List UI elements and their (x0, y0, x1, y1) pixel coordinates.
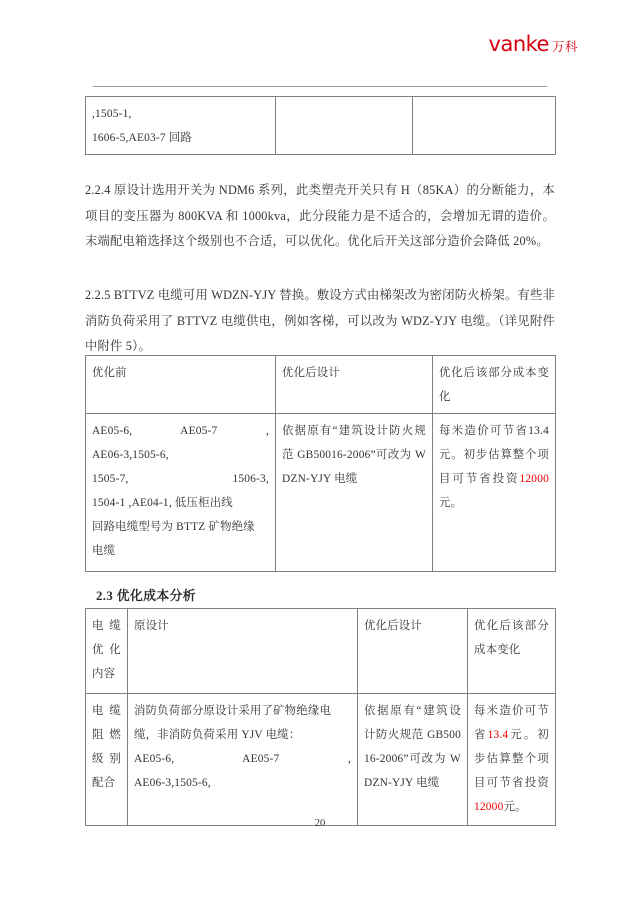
paragraph-2-2-5: 2.2.5 BTTVZ 电缆可用 WDZN-YJY 替换。敷设方式由梯架改为密闭防火桥架。有些非消防负荷采用了 BTTVZ 电缆供电，例如客梯，可以改为 WDZ-YJY 电缆。（详见附件中附件 5）。 (85, 288, 555, 353)
header-original-design: 原设计 (128, 609, 358, 694)
original-circuit-line-2: AE06-3,1505-6, (134, 777, 211, 789)
table-row (86, 694, 556, 826)
cell-before-design (86, 414, 276, 572)
vanke-logo (489, 32, 578, 56)
header-optimized-design: 优化后设计 (358, 609, 468, 694)
optimization-comparison-table (85, 355, 555, 572)
before-line-3: 1505-7, 1506-3, (92, 473, 269, 485)
table-header-row (86, 356, 556, 414)
page-header (0, 0, 640, 88)
cell-cost-change (433, 414, 556, 572)
cell-after-design: 依据原有“建筑设计防火规范 GB50016-2006”可改为 WDZN-YJY 电缆 (276, 414, 433, 572)
circuit-line-2: 1606-5,AE03-7 回路 (92, 132, 193, 144)
cost-prefix: 每米造价可节省 (439, 425, 529, 437)
cost-value-total: 12000 (474, 801, 504, 813)
cell-category: 电缆阻燃级别配合 (86, 694, 128, 826)
cell-empty-2 (413, 97, 556, 155)
header-cost-change: 优化后该部分成本变化 (433, 356, 556, 414)
cost-prefix: 每米造价可节省 (474, 705, 549, 741)
section-heading-container (96, 585, 196, 604)
before-line-5: 回路电缆型号为 BTTZ 矿物绝缘 (92, 521, 255, 533)
paragraph-2-2-5-container (85, 283, 555, 360)
cell-cost-change (468, 694, 556, 826)
before-line-2: AE06-3,1505-6, (92, 449, 169, 461)
circuit-reference-table (85, 96, 555, 155)
cost-value-per-meter: 13.4 (487, 729, 509, 741)
paragraph-2-2-4: 2.2.4 原设计选用开关为 NDM6 系列，此类塑壳开关只有 H（85KA）的分断能力，本项目的变压器为 800KVA 和 1000kva，此分段能力是不适合的，会增加无谓的造价。末端配电箱选择这个级别也不合适，可以优化。优化后开关这部分造价会降低 20%。 (85, 183, 555, 248)
header-cable-optimization-content: 电缆优化内容 (86, 609, 128, 694)
cost-value-total: 12000 (519, 473, 549, 485)
original-circuit-line-1: AE05-6, AE05-7 , (134, 753, 351, 765)
cost-middle: 元。初步估算整个项目可节省投资 (439, 449, 549, 485)
page-number: 20 (314, 818, 326, 829)
page-title: 2.3 优化成本分析 (96, 589, 196, 603)
cell-optimized-design: 依据原有“建筑设计防火规范 GB50016-2006”可改为 WDZN-YJY 电缆 (358, 694, 468, 826)
cell-original-design (128, 694, 358, 826)
table-header-row (86, 609, 556, 694)
circuit-line-1: ,1505-1, (92, 108, 132, 120)
logo-latin-text: vanke (488, 32, 549, 56)
before-line-1: AE05-6, AE05-7 , (92, 425, 269, 437)
cost-analysis-table (85, 608, 555, 826)
header-after: 优化后设计 (276, 356, 433, 414)
original-text: 消防负荷部分原设计采用了矿物绝缘电缆，非消防负荷采用 YJV 电缆： (134, 705, 332, 741)
header-divider (93, 86, 547, 87)
cell-circuit-list (86, 97, 276, 155)
paragraph-2-2-4-container (85, 178, 555, 255)
header-cost-change: 优化后该部分成本变化 (468, 609, 556, 694)
cost-value-per-meter: 13.4 (528, 425, 549, 437)
table-row (86, 414, 556, 572)
header-before: 优化前 (86, 356, 276, 414)
logo-cjk-text: 万科 (551, 39, 578, 54)
cost-suffix: 元。 (439, 497, 463, 509)
before-line-4: 1504-1 ,AE04-1, 低压柜出线 (92, 497, 233, 509)
before-line-6: 电缆 (92, 545, 116, 557)
table-row (86, 97, 556, 155)
cost-suffix: 元。 (503, 801, 527, 813)
cell-empty-1 (276, 97, 413, 155)
cost-middle: 元。初步估算整个项目可节省投资 (474, 729, 550, 789)
